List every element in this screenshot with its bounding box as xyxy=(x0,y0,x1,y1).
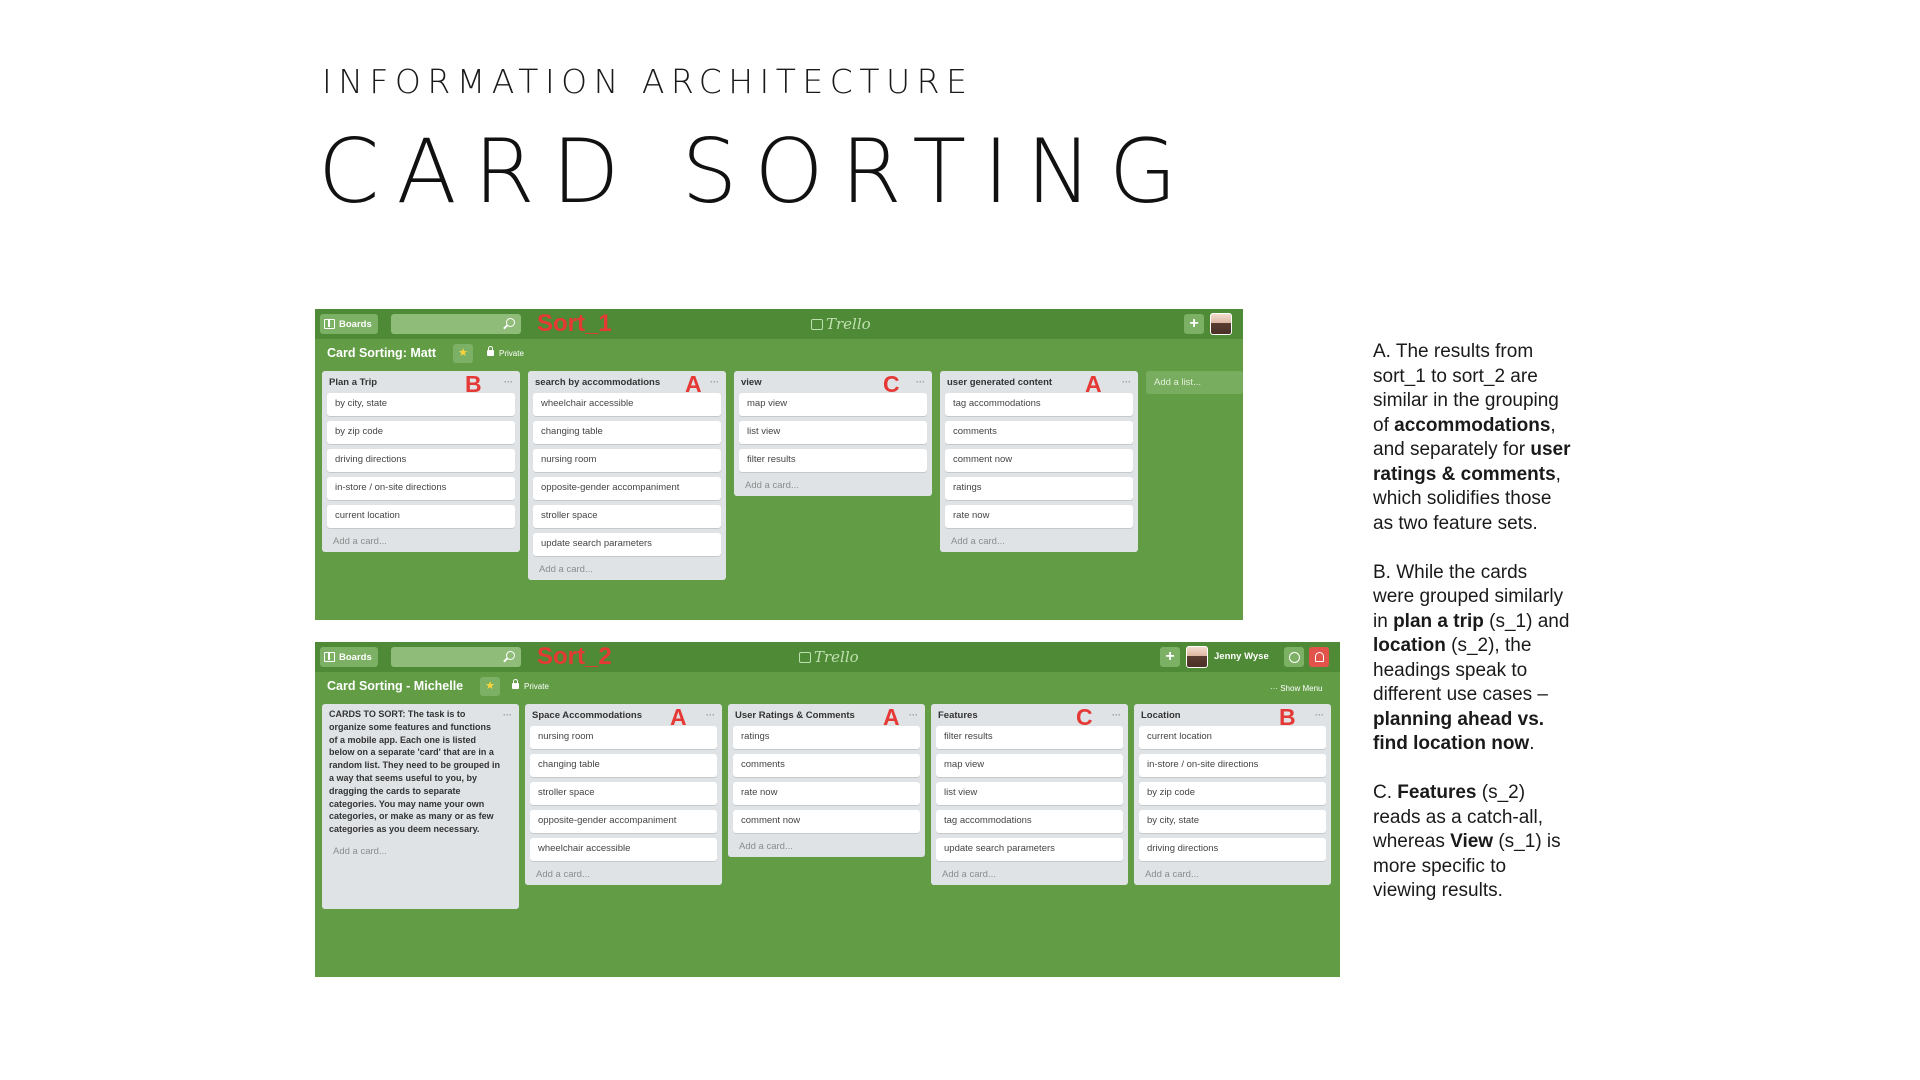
list-menu-icon[interactable]: ··· xyxy=(1315,710,1324,720)
boards-icon xyxy=(324,319,335,329)
note-text: (s_2) reads as a catch-all, whereas xyxy=(1373,782,1544,852)
list-title: Location xyxy=(1141,710,1181,721)
analysis-notes xyxy=(1373,340,1573,928)
trello-logo-icon xyxy=(799,652,811,663)
sort-label: Sort_2 xyxy=(537,643,612,670)
list-header[interactable] xyxy=(733,704,920,730)
note-text: (s_2), the headings speak to different use cases – xyxy=(1373,635,1548,705)
note-emphasis: Features xyxy=(1397,782,1477,803)
add-card-link[interactable]: Add a card... xyxy=(745,480,799,491)
list-search-by-accommodations[interactable] xyxy=(528,371,726,580)
list-menu-icon[interactable]: ··· xyxy=(1122,377,1131,387)
trello-logo-text: Trello xyxy=(826,315,871,333)
list-card[interactable]: nursing room xyxy=(533,449,721,472)
list-header[interactable] xyxy=(1139,704,1326,730)
list-card[interactable]: list view xyxy=(739,421,927,444)
list-location[interactable] xyxy=(1134,704,1331,885)
list-view[interactable] xyxy=(734,371,932,496)
list-menu-icon[interactable]: ··· xyxy=(706,710,715,720)
info-icon xyxy=(1289,652,1300,663)
privacy-label[interactable]: Private xyxy=(499,349,524,358)
privacy-label[interactable]: Private xyxy=(524,682,549,691)
boards-button[interactable] xyxy=(320,314,378,334)
note-emphasis: plan a trip xyxy=(1393,610,1484,632)
note-emphasis: location xyxy=(1373,635,1446,656)
list-title: Features xyxy=(938,710,978,721)
list-card[interactable]: ratings xyxy=(733,726,920,749)
list-card[interactable]: rate now xyxy=(733,782,920,805)
list-header[interactable] xyxy=(739,371,927,397)
group-letter: B xyxy=(465,371,482,397)
note-b xyxy=(1373,561,1573,757)
list-user-ratings-comments[interactable] xyxy=(728,704,925,857)
note-emphasis: accommodations xyxy=(1394,414,1551,436)
list-card[interactable]: map view xyxy=(936,754,1123,777)
add-button[interactable]: + xyxy=(1184,314,1204,334)
list-card[interactable]: by zip code xyxy=(1139,782,1326,805)
list-card[interactable]: in-store / on-site directions xyxy=(1139,754,1326,777)
list-card[interactable]: changing table xyxy=(533,421,721,444)
list-title: User Ratings & Comments xyxy=(735,710,855,721)
group-letter: A xyxy=(685,371,702,397)
star-icon[interactable]: ★ xyxy=(453,344,473,363)
show-menu-link[interactable]: ··· Show Menu xyxy=(1270,684,1323,693)
add-card-link[interactable]: Add a card... xyxy=(951,536,1005,547)
bell-icon xyxy=(1315,652,1324,662)
list-card[interactable]: rate now xyxy=(945,505,1133,528)
boards-button[interactable] xyxy=(320,647,378,667)
boards-button-label: Boards xyxy=(339,651,372,663)
note-text: C. xyxy=(1373,782,1398,803)
info-button[interactable] xyxy=(1284,647,1304,667)
slide-subtitle: INFORMATION ARCHITECTURE xyxy=(322,62,974,101)
list-header[interactable] xyxy=(945,371,1133,397)
board-header-bar xyxy=(315,309,1243,339)
trello-logo-text: Trello xyxy=(814,648,859,666)
group-letter: B xyxy=(1279,704,1296,730)
list-card[interactable]: by city, state xyxy=(327,393,515,416)
list-card[interactable]: current location xyxy=(327,505,515,528)
group-letter: C xyxy=(883,371,900,397)
list-cards-to-sort[interactable] xyxy=(322,704,519,909)
list-title: view xyxy=(741,377,762,388)
list-features[interactable] xyxy=(931,704,1128,885)
slide-title: CARD SORTING xyxy=(318,120,1195,223)
list-title: search by accommodations xyxy=(535,377,661,388)
trello-logo-icon xyxy=(811,319,823,330)
list-card[interactable]: filter results xyxy=(936,726,1123,749)
list-card[interactable]: changing table xyxy=(530,754,717,777)
board-title[interactable]: Card Sorting - Michelle xyxy=(327,679,464,693)
list-menu-icon[interactable]: ··· xyxy=(503,710,512,720)
add-card-link[interactable]: Add a card... xyxy=(333,536,387,547)
list-title: user generated content xyxy=(947,377,1053,388)
list-card[interactable]: driving directions xyxy=(1139,838,1326,861)
list-title: Space Accommodations xyxy=(532,710,642,721)
trello-board-sort-1 xyxy=(315,309,1243,620)
search-input[interactable] xyxy=(391,314,521,334)
list-card[interactable]: comment now xyxy=(945,449,1133,472)
list-card[interactable]: nursing room xyxy=(530,726,717,749)
search-icon[interactable] xyxy=(506,318,515,327)
list-header[interactable] xyxy=(936,704,1123,730)
add-button[interactable]: + xyxy=(1160,647,1180,667)
list-card[interactable]: list view xyxy=(936,782,1123,805)
add-card-link[interactable]: Add a card... xyxy=(739,841,793,852)
add-card-link[interactable]: Add a card... xyxy=(1145,869,1199,880)
boards-button-label: Boards xyxy=(339,318,372,330)
list-card[interactable]: wheelchair accessible xyxy=(533,393,721,416)
list-header[interactable] xyxy=(530,704,717,730)
trello-logo[interactable] xyxy=(799,648,859,666)
note-text: (s_1) is more specific to viewing results. xyxy=(1373,831,1561,901)
list-card[interactable]: comments xyxy=(733,754,920,777)
sort-label: Sort_1 xyxy=(537,310,612,337)
list-card[interactable]: driving directions xyxy=(327,449,515,472)
list-card[interactable]: current location xyxy=(1139,726,1326,749)
list-card[interactable]: comments xyxy=(945,421,1133,444)
group-letter: A xyxy=(883,704,900,730)
list-card[interactable]: by city, state xyxy=(1139,810,1326,833)
group-letter: C xyxy=(1076,704,1093,730)
trello-board-sort-2 xyxy=(315,642,1340,977)
avatar[interactable] xyxy=(1186,646,1208,668)
group-letter: A xyxy=(1085,371,1102,397)
note-c xyxy=(1373,781,1573,904)
notifications-button[interactable] xyxy=(1309,647,1329,667)
list-menu-icon[interactable]: ··· xyxy=(1112,710,1121,720)
note-text: , which solidifies those as two feature sets. xyxy=(1373,463,1561,534)
list-card[interactable]: in-store / on-site directions xyxy=(327,477,515,500)
note-emphasis: View xyxy=(1450,831,1494,852)
note-text: B. While the cards were grouped similarly in xyxy=(1373,561,1564,632)
list-header[interactable] xyxy=(533,371,721,397)
list-title: Plan a Trip xyxy=(329,377,378,388)
board-title[interactable]: Card Sorting: Matt xyxy=(327,346,437,360)
task-description[interactable]: CARDS TO SORT: The task is to organize some features and functions of a mobile app. Each one is listed below on a separate 'card' that are in a random list. They need to be grouped in a way that seems useful to you, by dragging the cards to separate categories. You may name your own categories, or make as many or as few categories as you deem necessary. xyxy=(329,709,501,835)
board-header-bar xyxy=(315,642,1340,672)
list-menu-icon[interactable]: ··· xyxy=(909,710,918,720)
list-card[interactable]: filter results xyxy=(739,449,927,472)
add-list-button[interactable]: Add a list... xyxy=(1146,371,1243,394)
list-plan-a-trip[interactable] xyxy=(322,371,520,552)
lock-icon xyxy=(487,350,494,356)
list-card[interactable]: map view xyxy=(739,393,927,416)
list-card[interactable]: opposite-gender accompaniment xyxy=(530,810,717,833)
lock-icon xyxy=(512,683,519,689)
note-text: A. The results from sort_1 to sort_2 are similar in the grouping of xyxy=(1373,341,1559,436)
trello-logo[interactable] xyxy=(811,315,871,333)
list-card[interactable]: stroller space xyxy=(533,505,721,528)
group-letter: A xyxy=(670,704,687,730)
boards-icon xyxy=(324,652,335,662)
note-text: (s_1) and xyxy=(1483,610,1570,632)
list-user-generated-content[interactable] xyxy=(940,371,1138,552)
show-menu-label: Show Menu xyxy=(1280,684,1323,693)
list-card[interactable]: comment now xyxy=(733,810,920,833)
list-card[interactable]: tag accommodations xyxy=(936,810,1123,833)
note-emphasis: planning ahead vs. find location now xyxy=(1373,708,1545,754)
list-card[interactable]: opposite-gender accompaniment xyxy=(533,477,721,500)
note-emphasis: user ratings & comments xyxy=(1373,439,1571,485)
add-card-link[interactable]: Add a card... xyxy=(942,869,996,880)
list-card[interactable]: wheelchair accessible xyxy=(530,838,717,861)
list-header[interactable] xyxy=(327,371,515,397)
list-card[interactable]: update search parameters xyxy=(936,838,1123,861)
add-card-link[interactable]: Add a card... xyxy=(333,845,387,857)
note-a xyxy=(1373,340,1573,536)
search-icon[interactable] xyxy=(506,651,515,660)
list-card[interactable]: update search parameters xyxy=(533,533,721,556)
list-card[interactable]: stroller space xyxy=(530,782,717,805)
note-text: . xyxy=(1529,733,1535,754)
avatar[interactable] xyxy=(1210,313,1232,335)
list-space-accommodations[interactable] xyxy=(525,704,722,885)
search-input[interactable] xyxy=(391,647,521,667)
add-card-link[interactable]: Add a card... xyxy=(536,869,590,880)
list-card[interactable]: ratings xyxy=(945,477,1133,500)
user-name[interactable]: Jenny Wyse xyxy=(1214,651,1269,662)
list-menu-icon[interactable]: ··· xyxy=(710,377,719,387)
star-icon[interactable]: ★ xyxy=(480,677,500,696)
list-card[interactable]: by zip code xyxy=(327,421,515,444)
list-menu-icon[interactable]: ··· xyxy=(916,377,925,387)
note-text: , and separately for xyxy=(1373,414,1556,460)
list-menu-icon[interactable]: ··· xyxy=(504,377,513,387)
add-card-link[interactable]: Add a card... xyxy=(539,564,593,575)
list-card[interactable]: tag accommodations xyxy=(945,393,1133,416)
